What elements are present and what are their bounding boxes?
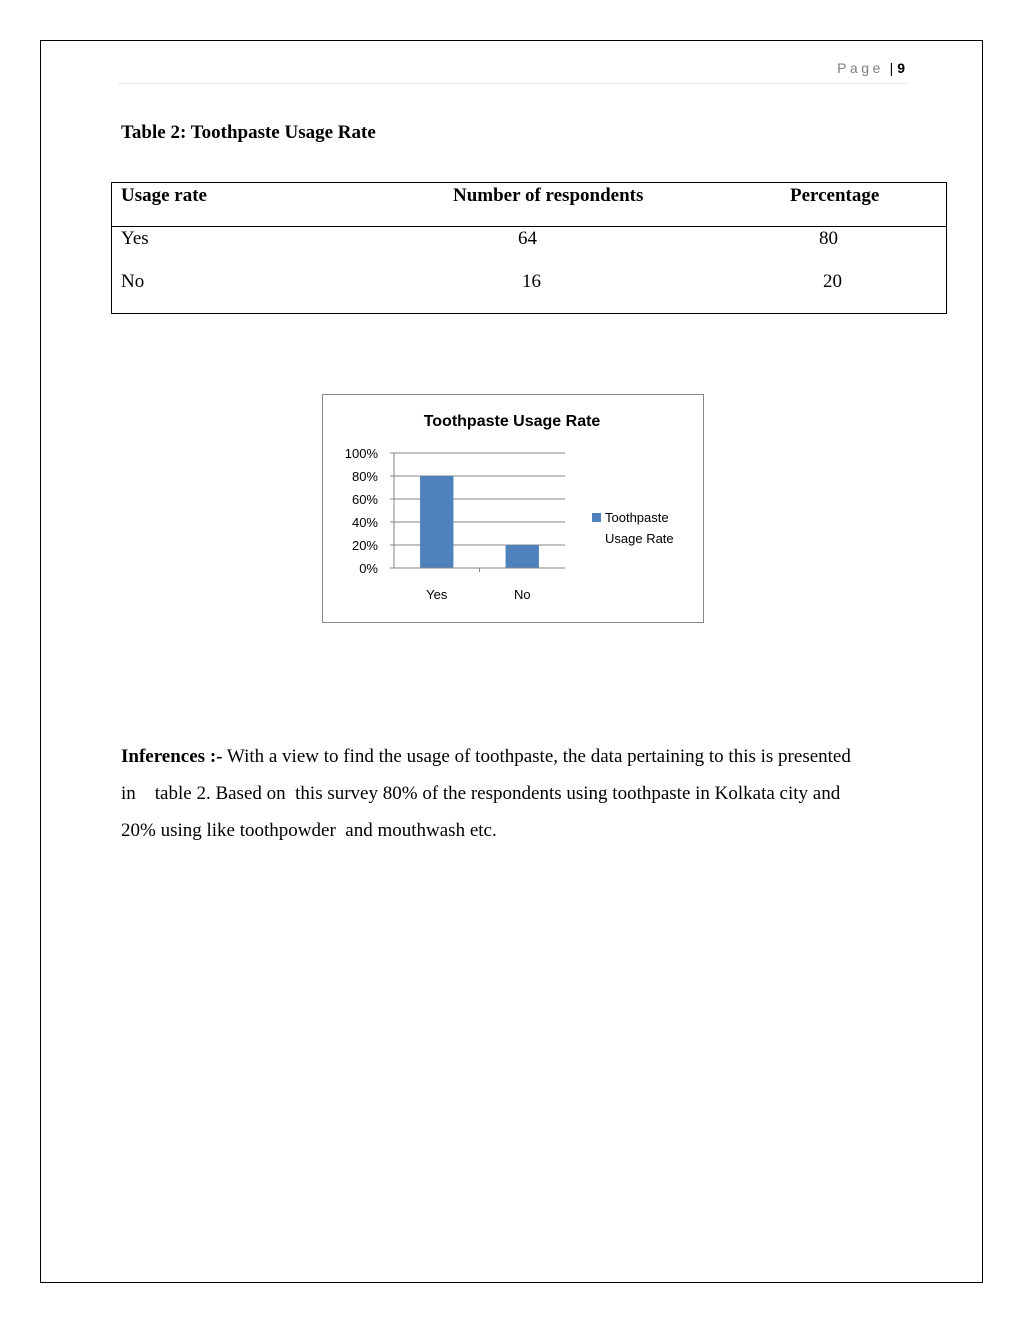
y-tick-label: 20%: [351, 538, 378, 553]
y-tick-label: 0%: [359, 561, 378, 576]
legend-swatch: [592, 513, 601, 522]
y-tick-label: 40%: [351, 515, 378, 530]
cell-percentage: 80: [819, 228, 838, 249]
cell-percentage: 20: [823, 271, 842, 292]
cell-usage: No: [121, 271, 145, 292]
column-header-usage-rate: Usage rate: [121, 185, 207, 206]
table-title: Table 2: Toothpaste Usage Rate: [121, 122, 376, 143]
chart-title: Toothpaste Usage Rate: [423, 413, 601, 430]
x-tick-label: Yes: [426, 587, 448, 602]
inference-line-2: in table 2. Based on this survey 80% of the respondents using toothpaste in Kolkata city and: [121, 783, 841, 804]
inference-line-3: 20% using like toothpowder and mouthwash etc.: [121, 820, 497, 841]
bar-yes: [420, 476, 453, 568]
inference-paragraph: [121, 738, 911, 849]
chart-canvas: [323, 395, 703, 622]
legend-label: Toothpaste: [605, 510, 669, 525]
inference-text-1: With a view to find the usage of toothpaste, the data pertaining to this is presented: [222, 746, 851, 767]
page-separator: |: [889, 60, 894, 76]
bar-no: [506, 545, 539, 568]
inference-line-1: [121, 738, 911, 775]
table-header-row: [112, 183, 946, 227]
cell-respondents: 64: [518, 228, 537, 249]
column-header-respondents: Number of respondents: [453, 185, 644, 206]
y-tick-label: 100%: [344, 446, 378, 461]
legend-label: Usage Rate: [605, 531, 674, 546]
usage-table: [111, 182, 947, 314]
inference-label: Inferences :-: [121, 746, 223, 767]
page-number: 9: [897, 60, 905, 76]
y-tick-label: 80%: [351, 469, 378, 484]
column-header-percentage: Percentage: [790, 185, 880, 206]
page-label: Page: [837, 60, 884, 76]
cell-usage: Yes: [121, 228, 149, 249]
cell-respondents: 16: [522, 271, 541, 292]
y-tick-label: 60%: [351, 492, 378, 507]
x-tick-label: No: [513, 587, 531, 602]
page-header: [118, 60, 907, 84]
bar-chart: [322, 394, 704, 623]
